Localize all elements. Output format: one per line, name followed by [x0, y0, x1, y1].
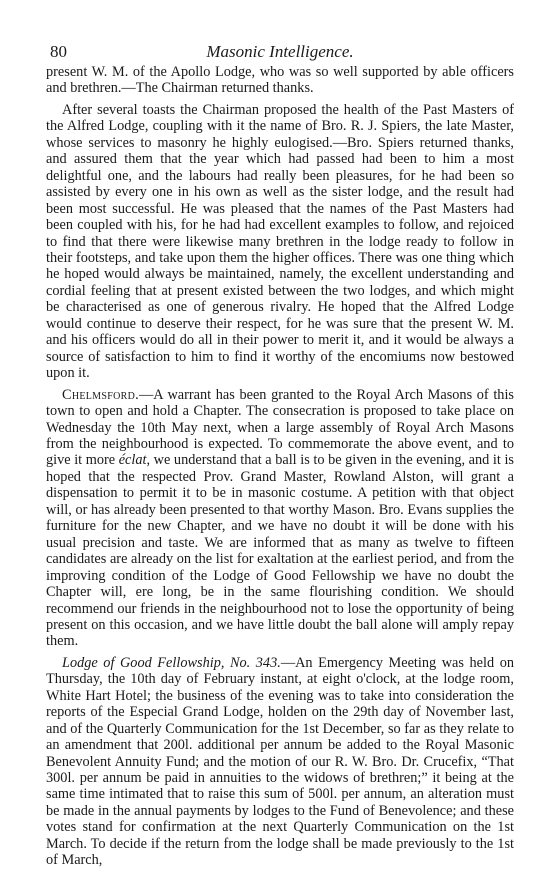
- paragraph-text: After several toasts the Chairman proposed the health of the Past Masters of the Alfred Lodge, coupling with it the name of Bro. R. J. Spiers, the late Master, whose services to masonry he highly eulogised.—Bro. Spiers returned thanks, and assured them that the year which had passed had been to him a most delightful one, and the labours had really been pleasures, for he had been so assisted by every one in his own as well as the sister lodge, and the result had been most successful. He was pleased that the names of the Past Masters had been coupled with his, for he had had excellent examples to follow, and rejoiced to find that there were likewise many brethren in the lodge ready to follow in their footsteps, and take upon them the higher offices. There was one thing which he hoped would always be maintained, namely, the excellent understanding and cordial feeling that at present existed between the two lodges, and which might be characterised as one of generous rivalry. He hoped that the Alfred Lodge would continue to deserve their respect, for he was sure that the present W. M. and his officers would do all in their power to merit it, and it would be always a source of satisfaction to him to find it worthy of the encomiums now bestowed upon it.: [46, 101, 514, 382]
- paragraph-apollo-lodge: [46, 64, 514, 97]
- running-title: Masonic Intelligence.: [206, 42, 354, 61]
- paragraph-good-fellowship: [46, 655, 514, 869]
- paragraph-text: , we understand that a ball is to be given in the evening, and it is hoped that the respected Prov. Grand Master, Rowland Alston, will grant a dispensation to permit it to be in masonic costume. A petition with that object will, or has already been presented to that worthy Mason. Bro. Evans supplies the furniture for the new Chapter, and we have no doubt it will be done with his usual precision and taste. We are informed that as many as twelve to fifteen candidates are already on the list for exaltation at the earliest period, and from the improving condition of the Lodge of Good Fellowship we have no doubt the Chapter will, ere long, be in the same flourishing condition. We should recommend our friends in the neighbourhood not to lose the opportunity of being present on this occasion, and we have little doubt the ball alone will amply repay them.: [46, 452, 514, 650]
- page-number: 80: [50, 42, 67, 61]
- paragraph-text: —An Emergency Meeting was held on Thursday, the 10th day of February instant, at eight o'clock, at the lodge room, White Hart Hotel; the business of the evening was to take into consideration the reports of the Especial Grand Lodge, holden on the 29th day of November last, and of the Quarterly Communication for the 1st December, so far as they relate to an amendment that 200l. additional per annum be added to the Royal Masonic Benevolent Annuity Fund; and the motion of our R. W. Bro. Dr. Crucefix, “That 300l. per annum be paid in annuities to the widows of brethren;” it being at the same time intimated that to raise this sum of 500l. per annum, an alteration must be made in the annual payments by lodges to the Fund of Benevolence; and these votes stand for confirmation at the next Quarterly Communication on the 1st March. To decide if the return from the lodge shall be made previously to the 1st of March,: [46, 654, 514, 869]
- paragraph-text: —A warrant has been granted to the Royal Arch Masons of this town to open and hold a Chapter. The consecration is proposed to take place on Wednesday the 10th May next, when a large assembly of Royal Arch Masons from the neighbourhood is expected. To commemorate the above event, and to give it more: [46, 386, 514, 469]
- place-heading: Chelmsford.: [62, 386, 139, 403]
- page-header: [46, 38, 514, 64]
- emphasis-word: éclat: [118, 452, 147, 469]
- paragraph-chelmsford: [46, 387, 514, 650]
- paragraph-alfred-lodge: [46, 102, 514, 382]
- paragraph-text: present W. M. of the Apollo Lodge, who was so well supported by able officers and brethren.—The Chairman returned thanks.: [46, 64, 514, 97]
- lodge-heading: Lodge of Good Fellowship, No. 343.: [62, 654, 281, 671]
